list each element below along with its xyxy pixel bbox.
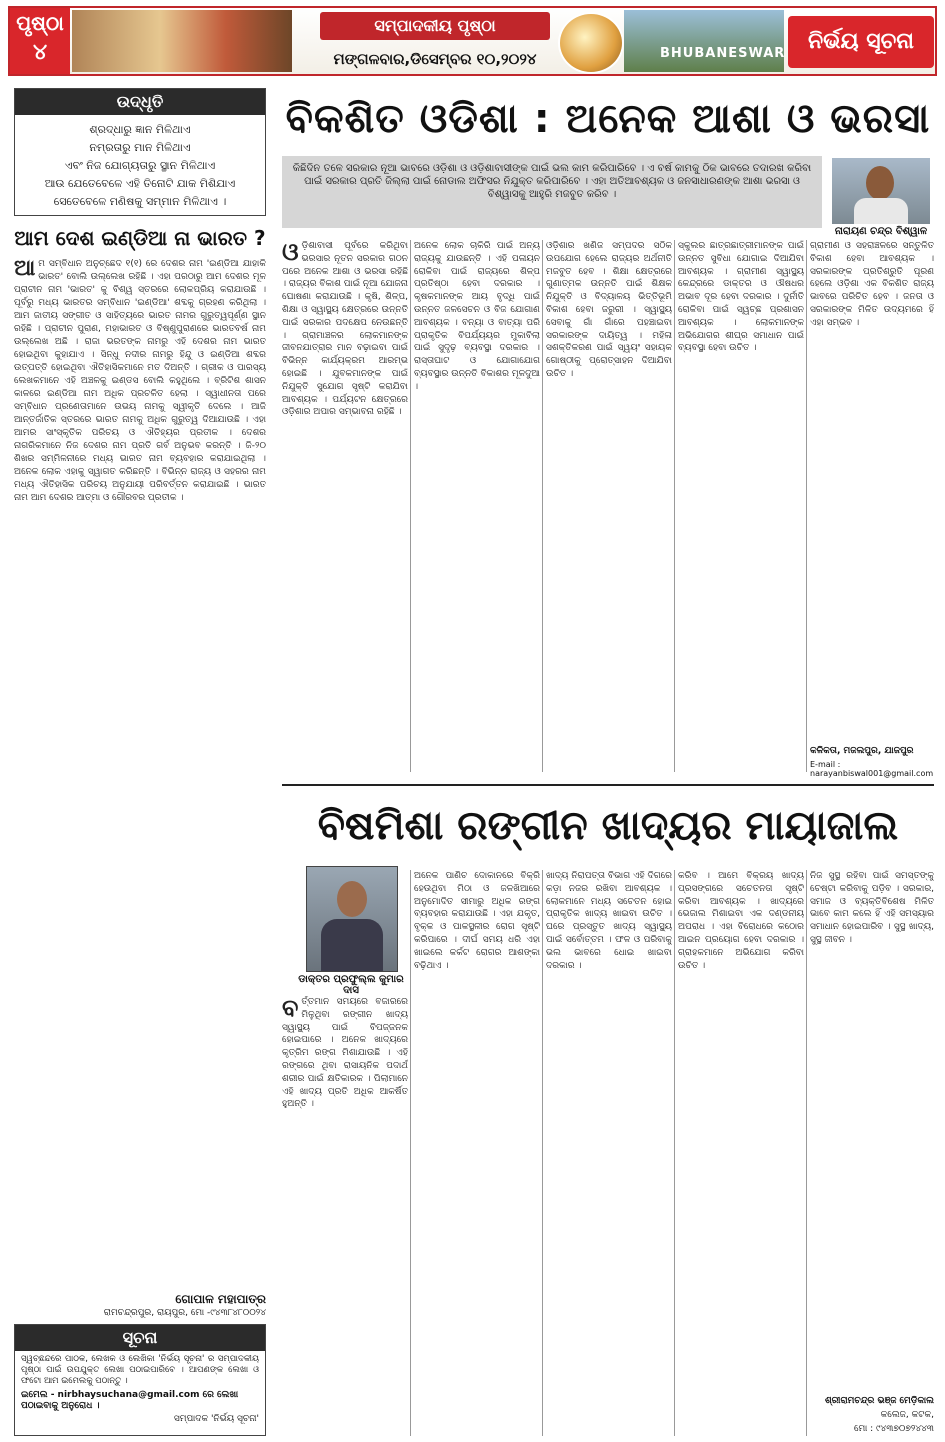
author-suit — [321, 919, 383, 971]
left-article-address: ରାମଚନ୍ଦ୍ରପୁର, ରାୟପୁର, ମୋ -୯୪୩୮୪୮୦୦୨୪ — [103, 1308, 266, 1318]
second-article-place: କଲେଜ, କଟକ, — [880, 1410, 934, 1420]
second-article-author-caption: ଡାକ୍ତର ପ୍ରଫୁଲ୍ଲ କୁମାର ଦାସ — [298, 974, 404, 996]
page-number-badge — [10, 8, 70, 74]
second-article-column-2: ଅନେକ ପାଣିଚ ଦୋକାନରେ ବିକ୍ରି ହେଉଥିବା ମିଠା ଓ ଜଳଖିଆରେ ଅନୁମୋଦିତ ସୀମାରୁ ଅଧିକ ରଙ୍ଗ ବ୍ୟବହାର କରାଯାଉଛି । ଏହା ଯକୃତ, ବୃକ୍କ ଓ ପାକସ୍ଥଳୀର ରୋଗ ସୃଷ୍ଟି କରିପାରେ । ଦୀର୍ଘ ସମୟ ଧରି ଏହା ଖାଇଲେ କର୍କଟ ରୋଗର ଆଶଙ୍କା ବଢ଼ିଥାଏ । — [414, 871, 540, 971]
food-image — [558, 12, 624, 74]
article-divider — [282, 784, 934, 786]
second-article-phone: ମୋ : ୯୪୩୭୦୭୨୪୪୩ — [854, 1424, 934, 1434]
second-headline: ବିଷମିଶା ରଙ୍ଗୀନ ଖାଦ୍ୟର ମାୟାଜାଲ — [317, 803, 899, 849]
author-face — [866, 166, 894, 200]
left-article-text: ମ ସମ୍ବିଧାନ ଅନୁଚ୍ଛେଦ ୧(୧) ରେ ଦେଶର ନାମ 'ଇଣ୍ଡିଆ ଯାହାକି ଭାରତ' ବୋଲି ଉଲ୍ଲେଖ ରହିଛି । ଏହା ପରଠାରୁ ଆମ ଦେଶର ମୂଳ ପ୍ରାଚୀନ ନାମ 'ଭାରତ' କୁ ବିଶ୍ୱ ସ୍ତରରେ ଲୋକପ୍ରିୟ କରାଯାଉଛି । ପୂର୍ବରୁ ମଧ୍ୟ ଭାରତର ସମ୍ବିଧାନ 'ଇଣ୍ଡିଆ' ଶବ୍ଦକୁ ଗ୍ରହଣ କରିଥିଲା । ଆମ ଜାତୀୟ ସଙ୍ଗୀତ ଓ ସାହିତ୍ୟରେ ଭାରତ ନାମର ଗୁରୁତ୍ୱପୂର୍ଣ୍ଣ ସ୍ଥାନ ରହିଛି । ପ୍ରାଚୀନ ପୁରାଣ, ମହାଭାରତ ଓ ବିଷ୍ଣୁପୁରାଣରେ ଭାରତବର୍ଷ ନାମ ଉଲ୍ଲେଖ ଅଛି । ରାଜା ଭରତଙ୍କ ନାମରୁ ଏହି ଦେଶର ନାମ ଭାରତ ହୋଇଥିବା କୁହାଯାଏ । ସିନ୍ଧୁ ନଦୀର ନାମରୁ ହିନ୍ଦୁ ଓ ଇଣ୍ଡିଆ ଶବ୍ଦର ଉତ୍ପତ୍ତି ହୋଇଥିବା ଐତିହାସିକମାନେ ମତ ଦିଅନ୍ତି । ଗ୍ରୀକ ଓ ପାରସ୍ୟ ଲେଖକମାନେ ଏହି ଅଞ୍ଚଳକୁ ଇଣ୍ଡସ ବୋଲି କହୁଥିଲେ । ବ୍ରିଟିଶ ଶାସନ କାଳରେ ଇଣ୍ଡିଆ ନାମ ଅଧିକ ପ୍ରଚଳିତ ହେଲା । ସ୍ୱାଧୀନତା ପରେ ସମ୍ବିଧାନ ପ୍ରଣେତାମାନେ ଉଭୟ ନାମକୁ ସ୍ୱୀକୃତି ଦେଲେ । ଆଜି ଆନ୍ତର୍ଜାତିକ ସ୍ତରରେ ଭାରତ ନାମକୁ ଅଧିକ ଗୁରୁତ୍ୱ ଦିଆଯାଉଛି । ଏହା ଆମର ସାଂସ୍କୃତିକ ପରିଚୟ ଓ ଐତିହ୍ୟର ପ୍ରତୀକ । ଦେଶର ନାଗରିକମାନେ ନିଜ ଦେଶର ନାମ ପ୍ରତି ଗର୍ବ ଅନୁଭବ କରନ୍ତି । ଜି-୨୦ ଶିଖର ସମ୍ମିଳନୀରେ ମଧ୍ୟ ଭାରତ ନାମ ବ୍ୟବହାର କରାଯାଇଥିଲା । ଅନେକ ଲୋକ ଏହାକୁ ସ୍ୱାଗତ କରିଛନ୍ତି । ବିଭିନ୍ନ ରାଜ୍ୟ ଓ ସହରର ନାମ ମଧ୍ୟ ଐତିହାସିକ ପରିଚୟ ଅନୁଯାୟୀ ପରିବର୍ତ୍ତନ କରାଯାଇଛି । ଭାରତ ନାମ ଆମ ଦେଶର ଆତ୍ମା ଓ ଗୌରବର ପ୍ରତୀକ । — [14, 259, 266, 503]
main-article-column-5: ଗ୍ରାମୀଣ ଓ ସହରାଞ୍ଚଳରେ ସନ୍ତୁଳିତ ବିକାଶ ହେବା ଆବଶ୍ୟକ । ସରକାରଙ୍କ ପ୍ରତିଶ୍ରୁତି ପୂରଣ ହେଲେ ଓଡ଼ିଶା ଏକ ବିକଶିତ ରାଜ୍ୟ ଭାବରେ ପରିଚିତ ହେବ । ଜନତା ଓ ସରକାରଙ୍କ ମିଳିତ ଉଦ୍ୟମରେ ହିଁ ଏହା ସମ୍ଭବ । — [810, 241, 934, 328]
quote-line: ସେତେବେଳେ ମଣିଷକୁ ସମ୍ମାନ ମିଳିଥାଏ । — [53, 195, 227, 208]
second-article-column-1 — [282, 996, 408, 1436]
page-label: ପୃଷ୍ଠା — [16, 11, 64, 35]
page-number: ୪ — [32, 40, 48, 65]
second-article-column-5: ନିଜ ସୁସ୍ଥ ରହିବା ପାଇଁ ସମସ୍ତଙ୍କୁ ଚେଷ୍ଟା କରିବାକୁ ପଡ଼ିବ । ସରକାର, ସମାଜ ଓ ବ୍ୟକ୍ତିବିଶେଷ ମିଳିତ ଭାବେ କାମ କଲେ ହିଁ ଏହି ସମସ୍ୟାର ସମାଧାନ ହୋଇପାରିବ । ସୁସ୍ଥ ଖାଦ୍ୟ, ସୁସ୍ଥ ଜୀବନ । — [810, 871, 934, 945]
dropcap: ଓ — [282, 240, 299, 266]
column-divider — [674, 240, 675, 772]
newspaper-brand: ନିର୍ଭୟ ସୂଚନା — [788, 16, 934, 68]
masthead — [8, 6, 937, 76]
column-divider — [410, 240, 411, 772]
column-divider — [806, 870, 807, 1436]
column-text: ଡ଼ିଶାବାସୀ ପୂର୍ବରେ କରିଥିବା ଭରସାର ନୂତନ ସରକାର ଗଠନ ପରେ ଅନେକ ଆଶା ଓ ଭରସା ରହିଛି । ରାଜ୍ୟର ବିକାଶ ପାଇଁ ନୂଆ ଯୋଜନା ଘୋଷଣା କରାଯାଉଛି । କୃଷି, ଶିଳ୍ପ, ଶିକ୍ଷା ଓ ସ୍ୱାସ୍ଥ୍ୟ କ୍ଷେତ୍ରରେ ଉନ୍ନତି ପାଇଁ ସରକାର ପଦକ୍ଷେପ ନେଉଛନ୍ତି । ଗ୍ରାମାଞ୍ଚଳର ଲୋକମାନଙ୍କ ଜୀବନଯାତ୍ରାର ମାନ ବଢ଼ାଇବା ପାଇଁ ବିଭିନ୍ନ କାର୍ଯ୍ୟକ୍ରମ ଆରମ୍ଭ ହୋଇଛି । ଯୁବକମାନଙ୍କ ପାଇଁ ନିଯୁକ୍ତି ସୁଯୋଗ ସୃଷ୍ଟି କରାଯିବା ଆବଶ୍ୟକ । ପର୍ଯ୍ୟଟନ କ୍ଷେତ୍ରରେ ଓଡ଼ିଶାର ଅପାର ସମ୍ଭାବନା ରହିଛି । — [282, 241, 408, 418]
quote-line: ଏବଂ ନିଜ ଯୋଗ୍ୟତାରୁ ସ୍ଥାନ ମିଳିଥାଏ — [64, 159, 216, 172]
column-divider — [542, 240, 543, 772]
main-article-column-3: ଓଡ଼ିଶାର ଖଣିଜ ସମ୍ପଦର ସଠିକ ଉପଯୋଗ ହେଲେ ରାଜ୍ୟର ଅର୍ଥନୀତି ମଜବୁତ ହେବ । ଶିକ୍ଷା କ୍ଷେତ୍ରରେ ଗୁଣାତ୍ମକ ଉନ୍ନତି ପାଇଁ ଶିକ୍ଷକ ନିଯୁକ୍ତି ଓ ବିଦ୍ୟାଳୟ ଭିତ୍ତିଭୂମି ବିକାଶ ହେବା ଜରୁରୀ । ସ୍ୱାସ୍ଥ୍ୟ ସେବାକୁ ଗାଁ ଗାଁରେ ପହଞ୍ଚାଇବା ସରକାରଙ୍କ ଦାୟିତ୍ୱ । ମହିଳା ସଶକ୍ତିକରଣ ପାଇଁ ସ୍ୱୟଂ ସହାୟକ ଗୋଷ୍ଠୀକୁ ପ୍ରୋତ୍ସାହନ ଦିଆଯିବା ଉଚିତ । — [546, 241, 672, 379]
main-article-author: ନାରାୟଣ ଚନ୍ଦ୍ର ବିଶ୍ୱାଳ — [834, 226, 928, 237]
notice-signature: ସମ୍ପାଦକ 'ନିର୍ଭୟ ସୂଚନା' — [173, 1414, 259, 1424]
quote-lines — [15, 115, 265, 217]
main-article-column-1 — [282, 240, 408, 772]
main-headline: ବିକଶିତ ଓଡିଶା : ଅନେକ ଆଶା ଓ ଭରସା — [285, 96, 931, 142]
column-divider — [410, 870, 411, 1436]
issue-date: ମଙ୍ଗଳବାର,ଡିସେମ୍ବର ୧୦,୨୦୨୪ — [333, 50, 537, 68]
main-article-signature: କଳିକତା, ମଜଲପୁର, ଯାଜପୁର — [810, 746, 914, 756]
notice-box — [14, 1324, 266, 1436]
city-label: BHUBANESWAR — [660, 46, 786, 61]
author-shirt — [854, 198, 908, 224]
masthead-banner-image — [72, 10, 292, 72]
section-title: ସମ୍ପାଦକୀୟ ପୃଷ୍ଠା — [320, 12, 550, 40]
notice-heading: ସୂଚନା — [15, 1325, 265, 1351]
author-photo — [306, 866, 398, 972]
second-article-column-4: କରିବ । ଆମେ ବିକ୍ରୟ ଖାଦ୍ୟ ପ୍ରସଙ୍ଗରେ ସଚେତନତା ସୃଷ୍ଟି କରିବା ଆବଶ୍ୟକ । ଖାଦ୍ୟରେ ଭେଜାଲ ମିଶାଇବା ଏକ ଦଣ୍ଡନୀୟ ଅପରାଧ । ଏହା ବିରୋଧରେ କଠୋର ଆଇନ ପ୍ରୟୋଗ ହେବା ଦରକାର । ଗ୍ରାହକମାନେ ଅଭିଯୋଗ କରିବା ଉଚିତ । — [678, 871, 804, 971]
quote-heading: ଉଦ୍ଧୃତି — [15, 89, 265, 115]
left-article-author: ଗୋପାଳ ମହାପାତ୍ର — [175, 1292, 266, 1306]
notice-email[interactable]: ଇମେଲ - nirbhaysuchana@gmail.com ରେ ଲେଖା ପଠାଇବାକୁ ଅନୁରୋଧ । — [21, 1390, 239, 1411]
column-divider — [674, 870, 675, 1436]
second-article-column-3: ଖାଦ୍ୟ ନିରାପତ୍ତା ବିଭାଗ ଏହି ଦିଗରେ କଡ଼ା ନଜର ରଖିବା ଆବଶ୍ୟକ । ଲୋକମାନେ ମଧ୍ୟ ସଚେତନ ହୋଇ ପ୍ରାକୃତିକ ଖାଦ୍ୟ ଖାଇବା ଉଚିତ । ଘରେ ପ୍ରସ୍ତୁତ ଖାଦ୍ୟ ସ୍ୱାସ୍ଥ୍ୟ ପାଇଁ ସର୍ବୋତ୍ତମ । ଫଳ ଓ ପରିବାକୁ ଭଲ ଭାବରେ ଧୋଇ ଖାଇବା ଦରକାର । — [546, 871, 672, 971]
author-face — [337, 881, 367, 917]
city-image — [624, 10, 784, 72]
main-article-intro: କିଛିଦିନ ତଳେ ସରକାର ନୂଆ ଭାବରେ ଓଡ଼ିଶା ଓ ଓଡ଼ିଶାବାସୀଙ୍କ ପାଇଁ ଭଲ କାମ କରିପାରିବେ । ଏ ବର୍ଷ କାମକୁ ଠିକ ଭାବରେ ତଦାରଖ କରିବା ପାଇଁ ସରକାର ପ୍ରତି ଜିଲ୍ଲା ପାଇଁ ନୋଡାଲ ଅଫିସର ନିଯୁକ୍ତ କରିପାରିବେ । ଏହା ଅତିଆବଶ୍ୟକ ଓ ଜନସାଧାରଣଙ୍କ ଆଶା ଭରସା ଓ ବିଶ୍ୱାସକୁ ଆହୁରି ମଜବୁତ କରିବ । — [282, 156, 822, 228]
main-article-column-4: ସ୍କୁଲର ଛାତ୍ରଛାତ୍ରୀମାନଙ୍କ ପାଇଁ ଉନ୍ନତ ସୁବିଧା ଯୋଗାଇ ଦିଆଯିବା ଆବଶ୍ୟକ । ଗ୍ରାମୀଣ ସ୍ୱାସ୍ଥ୍ୟ କେନ୍ଦ୍ରରେ ଡାକ୍ତର ଓ ଔଷଧର ଅଭାବ ଦୂର ହେବା ଦରକାର । ଦୁର୍ନୀତି ରୋକିବା ପାଇଁ ସ୍ୱଚ୍ଛ ପ୍ରଶାସନ ଆବଶ୍ୟକ । ଲୋକମାନଙ୍କ ଅଭିଯୋଗର ଶୀଘ୍ର ସମାଧାନ ପାଇଁ ବ୍ୟବସ୍ଥା ହେବା ଉଚିତ । — [678, 241, 804, 354]
main-article-column-2: ଅନେକ ଲୋକ ଚାକିରି ପାଇଁ ଅନ୍ୟ ରାଜ୍ୟକୁ ଯାଉଛନ୍ତି । ଏହି ପଳାୟନ ରୋକିବା ପାଇଁ ରାଜ୍ୟରେ ଶିଳ୍ପ ପ୍ରତିଷ୍ଠା ହେବା ଦରକାର । କୃଷକମାନଙ୍କ ଆୟ ବୃଦ୍ଧି ପାଇଁ ଉନ୍ନତ ଜଳସେଚନ ଓ ବିଜ ଯୋଗାଣ ଆବଶ୍ୟକ । ବନ୍ୟା ଓ ବାତ୍ୟା ପରି ପ୍ରାକୃତିକ ବିପର୍ଯ୍ୟୟର ମୁକାବିଲା ପାଇଁ ସୁଦୃଢ଼ ବ୍ୟବସ୍ଥା ଦରକାର । ରାସ୍ତାଘାଟ ଓ ଯୋଗାଯୋଗ ବ୍ୟବସ୍ଥାର ଉନ୍ନତି ବିକାଶର ମୂଳଦୁଆ । — [414, 241, 540, 392]
quote-line: ଆଉ ଯେତେବେଳେ ଏହି ତିନୋଟି ଯାକ ମିଶିଯାଏ — [44, 177, 236, 190]
left-article-heading: ଆମ ଦେଶ ଇଣ୍ଡିଆ ନା ଭାରତ ? — [14, 226, 266, 250]
main-article-email[interactable]: E-mail : narayanbiswal001@gmail.com — [810, 760, 934, 778]
left-article-body — [14, 258, 266, 1288]
quote-line: ନମ୍ରତାରୁ ମାନ ମିଳିଥାଏ — [89, 141, 191, 154]
column-divider — [806, 240, 807, 772]
column-divider — [542, 870, 543, 1436]
quote-line: ଶ୍ରଦ୍ଧାରୁ ଜ୍ଞାନ ମିଳିଥାଏ — [89, 123, 191, 136]
notice-body: ସ୍ୱଚ୍ଛନ୍ଦରେ ପାଠକ, ଲେଖକ ଓ ଲେଖିକା 'ନିର୍ଭୟ ସୂଚନା' ର ସମ୍ପାଦକୀୟ ପୃଷ୍ଠା ପାଇଁ ଉପଯୁକ୍ତ ଲେଖା ପଠାଇପାରିବେ । ଆପଣଙ୍କ ଲେଖା ଓ ଫଟୋ ଆମ ଇମେଲକୁ ପଠାନ୍ତୁ । — [21, 1354, 259, 1386]
column-text: ର୍ତ୍ତମାନ ସମୟରେ ବଜାରରେ ମିଳୁଥିବା ରଙ୍ଗୀନ ଖାଦ୍ୟ ସ୍ୱାସ୍ଥ୍ୟ ପାଇଁ ବିପଜ୍ଜନକ ହୋଇପାରେ । ଅନେକ ଖାଦ୍ୟରେ କୃତ୍ରିମ ରଙ୍ଗ ମିଶାଯାଉଛି । ଏହି ରଙ୍ଗରେ ଥିବା ରାସାୟନିକ ପଦାର୍ଥ ଶରୀର ପାଇଁ କ୍ଷତିକାରକ । ପିଲାମାନେ ଏହି ଖାଦ୍ୟ ପ୍ରତି ଅଧିକ ଆକର୍ଷିତ ହୁଅନ୍ତି । — [282, 997, 408, 1110]
dropcap: ବ — [282, 996, 299, 1022]
dropcap: ଆ — [14, 258, 36, 281]
masthead-center — [310, 10, 560, 72]
quote-box — [14, 88, 266, 216]
author-photo — [832, 158, 930, 224]
second-article-signature: ଶ୍ରୀରାମଚନ୍ଦ୍ର ଭଞ୍ଜ ମେଡ଼ିକାଲ — [824, 1396, 934, 1406]
